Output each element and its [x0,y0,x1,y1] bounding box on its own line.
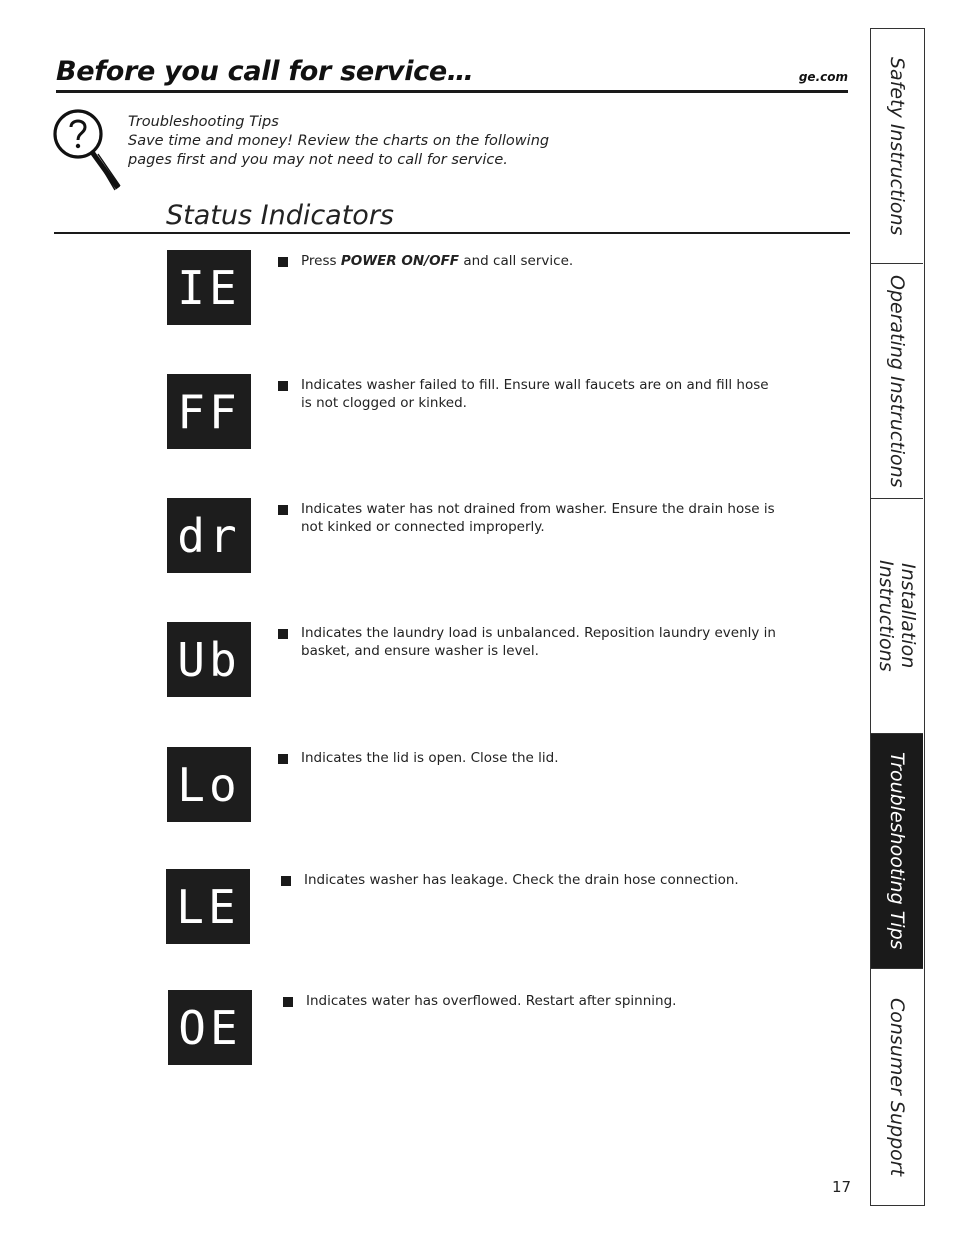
sidebar-nav [870,28,925,1206]
description-text: Indicates the lid is open. Close the lid. [301,750,559,766]
status-code-display: LE [166,869,250,944]
status-code-display: dr [167,498,251,573]
status-description [301,500,781,536]
description-text: Indicates the laundry load is unbalanced. Reposition laundry evenly in basket, and ensure washer is level. [301,625,776,659]
status-description [301,252,781,270]
description-text: Indicates washer has leakage. Check the drain hose connection. [304,872,739,888]
status-code-display: Ub [167,622,251,697]
bullet-square-icon [278,381,288,391]
status-row [0,990,850,1070]
tips-title: Troubleshooting Tips [128,114,279,130]
status-row [0,250,850,330]
status-code-display: Lo [167,747,251,822]
status-description [306,992,786,1010]
description-emphasis: POWER ON/OFF [340,253,460,269]
bullet-square-icon [281,876,291,886]
status-row [0,869,850,949]
bullet-square-icon [278,629,288,639]
bullet-square-icon [278,505,288,515]
bullet-square-icon [278,257,288,267]
status-row [0,498,850,578]
tips-text [128,113,568,170]
page-title: Before you call for service… [56,56,474,87]
sidebar-tab[interactable] [871,969,923,1205]
status-row [0,622,850,702]
status-description [301,624,781,660]
tips-body: Save time and money! Review the charts on the following pages first and you may not need to call for service. [128,133,550,168]
section-title: Status Indicators [166,200,394,231]
status-description [304,871,784,889]
status-code-display: FF [167,374,251,449]
site-link[interactable]: ge.com [798,70,848,84]
status-row [0,374,850,454]
status-code-display: IE [167,250,251,325]
status-description [301,376,781,412]
description-text: Indicates water has not drained from washer. Ensure the drain hose is not kinked or connected improperly. [301,501,775,535]
magnifier-question-icon [52,104,128,196]
header-rule [56,90,848,93]
sidebar-tab[interactable] [871,499,923,734]
description-text-after: and call service. [459,253,574,269]
status-code-display: OE [168,990,252,1065]
sidebar-tab-label: Troubleshooting Tips [886,752,908,950]
status-description [301,749,781,767]
status-row [0,747,850,827]
bullet-square-icon [278,754,288,764]
sidebar-tab-label: Consumer Support [886,997,908,1177]
sidebar-tab-label: Safety Instructions [886,56,908,236]
description-text: Indicates water has overflowed. Restart after spinning. [306,993,677,1009]
description-text: Indicates washer failed to fill. Ensure wall faucets are on and fill hose is not clogged or kinked. [301,377,769,411]
sidebar-tab[interactable] [871,29,923,264]
sidebar-tab-label: Installation Instructions [875,560,919,672]
sidebar-tab-label: Operating Instructions [886,274,908,488]
page-number: 17 [832,1178,852,1196]
bullet-square-icon [283,997,293,1007]
section-rule [54,232,850,234]
sidebar-tab[interactable] [871,264,923,499]
sidebar-tab[interactable] [871,734,923,969]
description-text: Press [301,253,341,269]
